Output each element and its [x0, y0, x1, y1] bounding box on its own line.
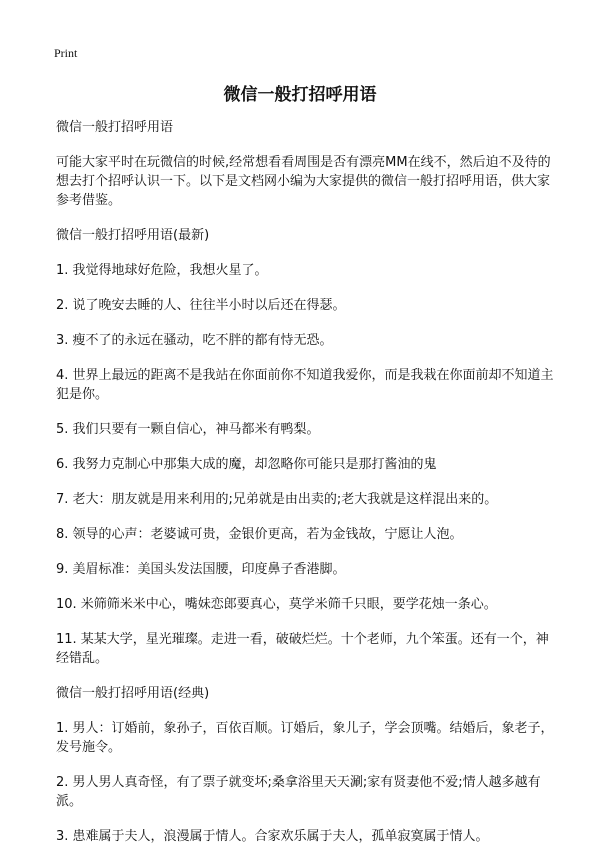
document-subtitle: 微信一般打招呼用语: [56, 120, 174, 135]
list-item: 10. 米筛筛米米中心，嘴妹恋郎要真心，莫学米筛千只眼，要学花烛一条心。: [56, 597, 497, 612]
document-body: [56, 118, 556, 862]
section-heading-classic: 微信一般打招呼用语(经典): [56, 686, 210, 701]
list-item: 4. 世界上最远的距离不是我站在你面前你不知道我爱你，而是我栽在你面前却不知道主犯是你。: [56, 368, 554, 402]
list-item: 6. 我努力克制心中那集大成的魔，却忽略你可能只是那打酱油的鬼: [56, 457, 437, 472]
list-item: 3. 患难属于夫人，浪漫属于情人。合家欢乐属于夫人，孤单寂寞属于情人。: [56, 829, 489, 844]
list-item: 1. 我觉得地球好危险，我想火星了。: [56, 263, 268, 278]
list-item: 3. 瘦不了的永远在骚动，吃不胖的都有恃无恐。: [56, 333, 333, 348]
list-item: 2. 说了晚安去睡的人、往往半小时以后还在得瑟。: [56, 298, 346, 313]
list-item: 5. 我们只要有一颗自信心，神马都米有鸭梨。: [56, 422, 320, 437]
page-title: 微信一般打招呼用语: [223, 85, 377, 105]
list-item: 1. 男人：订婚前，象孙子，百依百顺。订婚后，象儿子，学会顶嘴。结婚后，象老子，发号施令。: [56, 721, 554, 755]
section-heading-latest: 微信一般打招呼用语(最新): [56, 228, 210, 243]
list-item: 11. 某某大学，星光璀璨。走进一看，破破烂烂。十个老师，九个笨蛋。还有一个，神经错乱。: [56, 632, 549, 666]
intro-paragraph: 可能大家平时在玩微信的时候,经常想看看周围是否有漂亮MM在线不，然后迫不及待的想去打个招呼认识一下。以下是文档网小编为大家提供的微信一般打招呼用语，供大家参考借鉴。: [56, 155, 551, 208]
list-item: 7. 老大：朋友就是用来利用的;兄弟就是由出卖的;老大我就是这样混出来的。: [56, 492, 498, 507]
print-label: Print: [54, 46, 78, 60]
list-item: 8. 领导的心声：老婆诚可贵，金银价更高，若为金钱故，宁愿让人泡。: [56, 527, 463, 542]
list-item: 9. 美眉标准：美国头发法国腰，印度鼻子香港脚。: [56, 562, 346, 577]
list-item: 2. 男人男人真奇怪，有了票子就变坏;桑拿浴里天天涮;家有贤妻他不爱;情人越多越有派。: [56, 775, 541, 809]
